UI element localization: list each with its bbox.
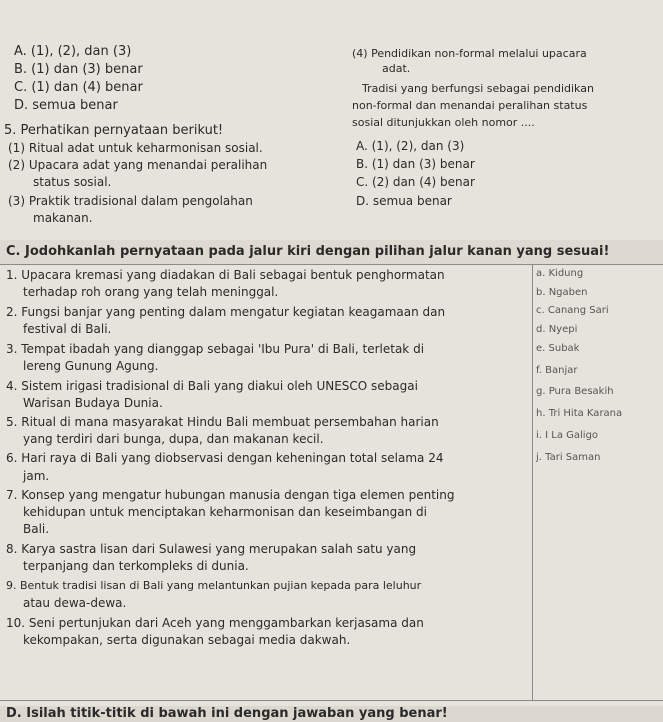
answer-option-a: A. (1), (2), dan (3) (356, 139, 465, 153)
table-bottom-border (0, 700, 663, 701)
statement-9-cont: atau dewa-dewa. (23, 596, 127, 610)
question5-statement2: (2) Upacara adat yang menandai peralihan (8, 158, 268, 172)
answer-b: b. Ngaben (536, 287, 588, 298)
answer-f: f. Banjar (536, 365, 578, 376)
statement4-cont: adat. (382, 62, 411, 75)
statement-5: 5. Ritual di mana masyarakat Hindu Bali membuat persembahan harian (6, 415, 439, 429)
option-b: B. (1) dan (3) benar (14, 62, 143, 77)
statement-8: 8. Karya sastra lisan dari Sulawesi yang merupakan salah satu yang (6, 542, 417, 556)
option-d: D. semua benar (14, 98, 118, 113)
statement-6-cont: jam. (23, 469, 50, 483)
quote-line-2: non-formal dan menandai peralihan status (352, 99, 588, 112)
statement-7-cont1: kehidupan untuk menciptakan keharmonisan dan keseimbangan di (23, 505, 427, 519)
statement-5-cont: yang terdiri dari bunga, dupa, dan makanan kecil. (23, 432, 324, 446)
question5-statement3: (3) Praktik tradisional dalam pengolahan (8, 194, 253, 208)
statement-4: 4. Sistem irigasi tradisional di Bali yang diakui oleh UNESCO sebagai (6, 379, 418, 393)
section-d-header: D. Isilah titik-titik di bawah ini dengan jawaban yang benar! (6, 706, 448, 721)
statement4: (4) Pendidikan non-formal melalui upacara (352, 47, 587, 60)
statement-3-cont: lereng Gunung Agung. (23, 359, 159, 373)
section-c-header: C. Jodohkanlah pernyataan pada jalur kiri dengan pilihan jalur kanan yang sesuai! (6, 244, 610, 259)
statement-2-cont: festival di Bali. (23, 322, 112, 336)
statement-1: 1. Upacara kremasi yang diadakan di Bali sebagai bentuk penghormatan (6, 268, 445, 282)
question5-statement2-cont: status sosial. (33, 175, 112, 189)
statement-7: 7. Konsep yang mengatur hubungan manusia dengan tiga elemen penting (6, 488, 455, 502)
question5-title: 5. Perhatikan pernyataan berikut! (4, 123, 224, 138)
statement-8-cont: terpanjang dan terkompleks di dunia. (23, 559, 249, 573)
answer-d: d. Nyepi (536, 324, 578, 335)
table-top-border (0, 264, 663, 265)
answer-option-b: B. (1) dan (3) benar (356, 157, 475, 171)
statement-4-cont: Warisan Budaya Dunia. (23, 396, 163, 410)
statement-7-cont2: Bali. (23, 522, 50, 536)
table-column-divider (532, 264, 533, 700)
answer-e: e. Subak (536, 343, 580, 354)
option-c: C. (1) dan (4) benar (14, 80, 143, 95)
statement-10: 10. Seni pertunjukan dari Aceh yang menggambarkan kerjasama dan (6, 616, 424, 630)
quote-line-1: Tradisi yang berfungsi sebagai pendidikan (362, 82, 594, 95)
answer-j: j. Tari Saman (536, 452, 601, 463)
statement-3: 3. Tempat ibadah yang dianggap sebagai 'Ibu Pura' di Bali, terletak di (6, 342, 425, 356)
question5-statement1: (1) Ritual adat untuk keharmonisan sosial. (8, 141, 263, 155)
option-a: A. (1), (2), dan (3) (14, 44, 132, 59)
statement-10-cont: kekompakan, serta digunakan sebagai media dakwah. (23, 633, 351, 647)
statement-6: 6. Hari raya di Bali yang diobservasi dengan keheningan total selama 24 (6, 451, 444, 465)
quote-line-3: sosial ditunjukkan oleh nomor .... (352, 116, 535, 129)
answer-option-d: D. semua benar (356, 194, 452, 208)
answer-option-c: C. (2) dan (4) benar (356, 175, 475, 189)
statement-2: 2. Fungsi banjar yang penting dalam mengatur kegiatan keagamaan dan (6, 305, 446, 319)
answer-h: h. Tri Hita Karana (536, 408, 623, 419)
statement-1-cont: terhadap roh orang yang telah meninggal. (23, 285, 279, 299)
answer-i: i. I La Galigo (536, 430, 599, 441)
answer-a: a. Kidung (536, 268, 584, 279)
statement-9: 9. Bentuk tradisi lisan di Bali yang melantunkan pujian kepada para leluhur (6, 579, 422, 592)
question5-statement3-cont: makanan. (33, 211, 93, 225)
answer-g: g. Pura Besakih (536, 386, 614, 397)
answer-c: c. Canang Sari (536, 305, 609, 316)
